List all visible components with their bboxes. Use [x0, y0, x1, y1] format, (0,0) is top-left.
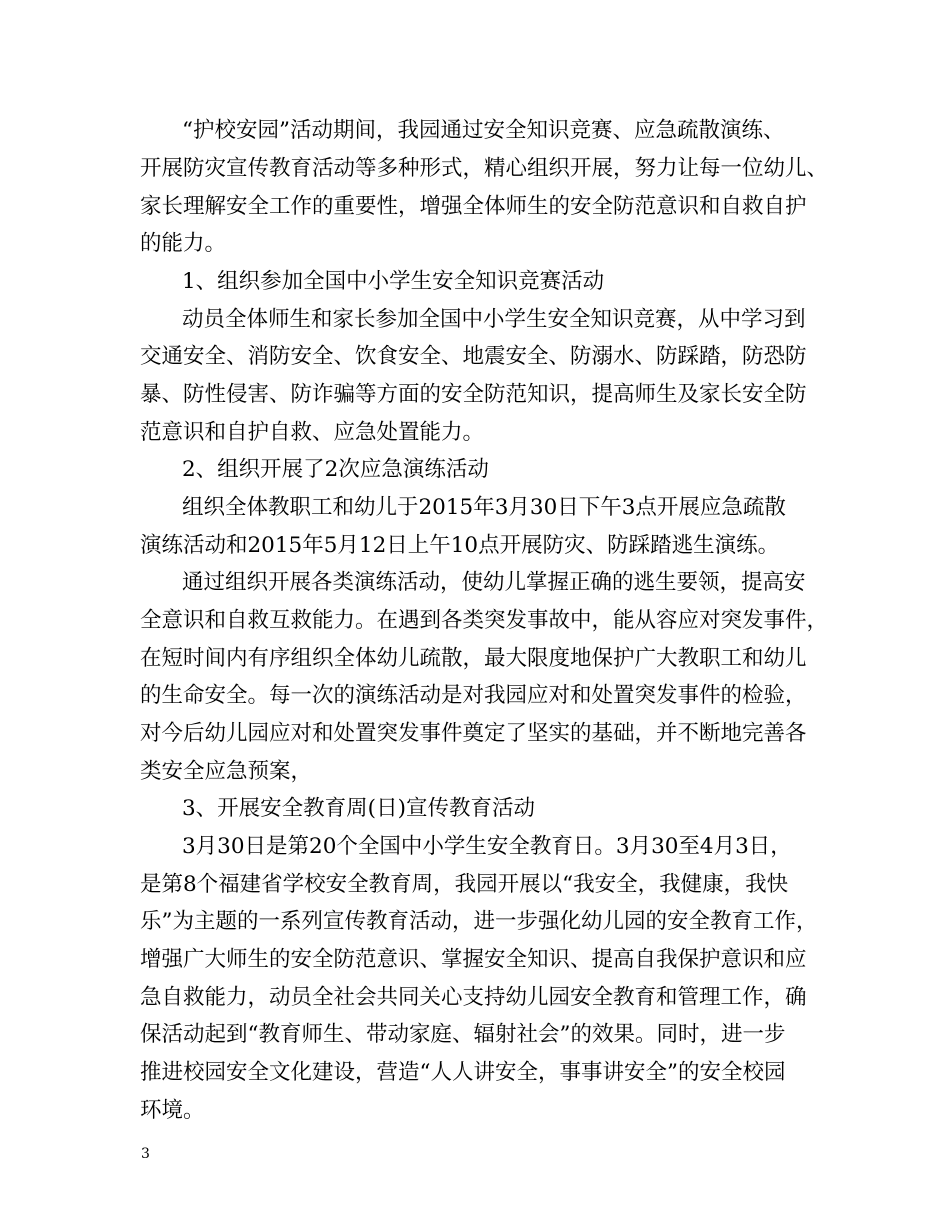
page-number: 3: [141, 1146, 150, 1162]
paragraph-line: 组织全体教职工和幼儿于2015年3月30日下午3点开展应急疏散: [182, 495, 786, 520]
paragraph-line: 在短时间内有序组织全体幼儿疏散，最大限度地保护广大教职工和幼儿: [140, 646, 807, 671]
paragraph-line: 家长理解安全工作的重要性，增强全体师生的安全防范意识和自救自护: [140, 194, 807, 219]
paragraph-line: 通过组织开展各类演练活动，使幼儿掌握正确的逃生要领，提高安: [182, 570, 806, 595]
section-heading: 3、开展安全教育周(日)宣传教育活动: [182, 796, 535, 821]
paragraph-line: 保活动起到“教育师生、带动家庭、辐射社会”的效果。同时，进一步: [140, 1022, 786, 1047]
paragraph-line: 急自救能力，动员全社会共同关心支持幼儿园安全教育和管理工作，确: [140, 985, 807, 1010]
paragraph-line: 对今后幼儿园应对和处置突发事件奠定了坚实的基础，并不断地完善各: [140, 721, 807, 746]
paragraph-line: 的能力。: [140, 231, 227, 256]
paragraph-line: 3月30日是第20个全国中小学生安全教育日。3月30至4月3日，: [182, 834, 792, 859]
paragraph-line: 开展防灾宣传教育活动等多种形式，精心组织开展，努力让每一位幼儿、: [140, 156, 829, 181]
section-heading: 1、组织参加全国中小学生安全知识竞赛活动: [182, 269, 605, 294]
paragraph-line: 交通安全、消防安全、饮食安全、地震安全、防溺水、防踩踏，防恐防: [140, 344, 807, 369]
paragraph-line: “护校安园”活动期间，我园通过安全知识竞赛、应急疏散演练、: [182, 118, 785, 143]
paragraph-line: 范意识和自护自救、应急处置能力。: [140, 420, 485, 445]
paragraph-line: 环境。: [140, 1098, 205, 1123]
paragraph-line: 的生命安全。每一次的演练活动是对我园应对和处置突发事件的检验，: [140, 683, 807, 708]
paragraph-line: 增强广大师生的安全防范意识、掌握安全知识、提高自我保护意识和应: [140, 947, 807, 972]
paragraph-line: 推进校园安全文化建设，营造“人人讲安全，事事讲安全”的安全校园: [140, 1060, 786, 1085]
paragraph-line: 类安全应急预案，: [140, 759, 313, 784]
section-heading: 2、组织开展了2次应急演练活动: [182, 457, 489, 482]
paragraph-line: 乐”为主题的一系列宣传教育活动，进一步强化幼儿园的安全教育工作，: [140, 909, 818, 934]
paragraph-line: 动员全体师生和家长参加全国中小学生安全知识竞赛，从中学习到: [182, 307, 806, 332]
paragraph-line: 是第8个福建省学校安全教育周，我园开展以“我安全，我健康，我快: [140, 872, 789, 897]
paragraph-line: 全意识和自救互救能力。在遇到各类突发事故中，能从容应对突发事件，: [140, 608, 829, 633]
paragraph-line: 演练活动和2015年5月12日上午10点开展防灾、防踩踏逃生演练。: [140, 533, 780, 558]
paragraph-line: 暴、防性侵害、防诈骗等方面的安全防范知识，提高师生及家长安全防: [140, 382, 807, 407]
